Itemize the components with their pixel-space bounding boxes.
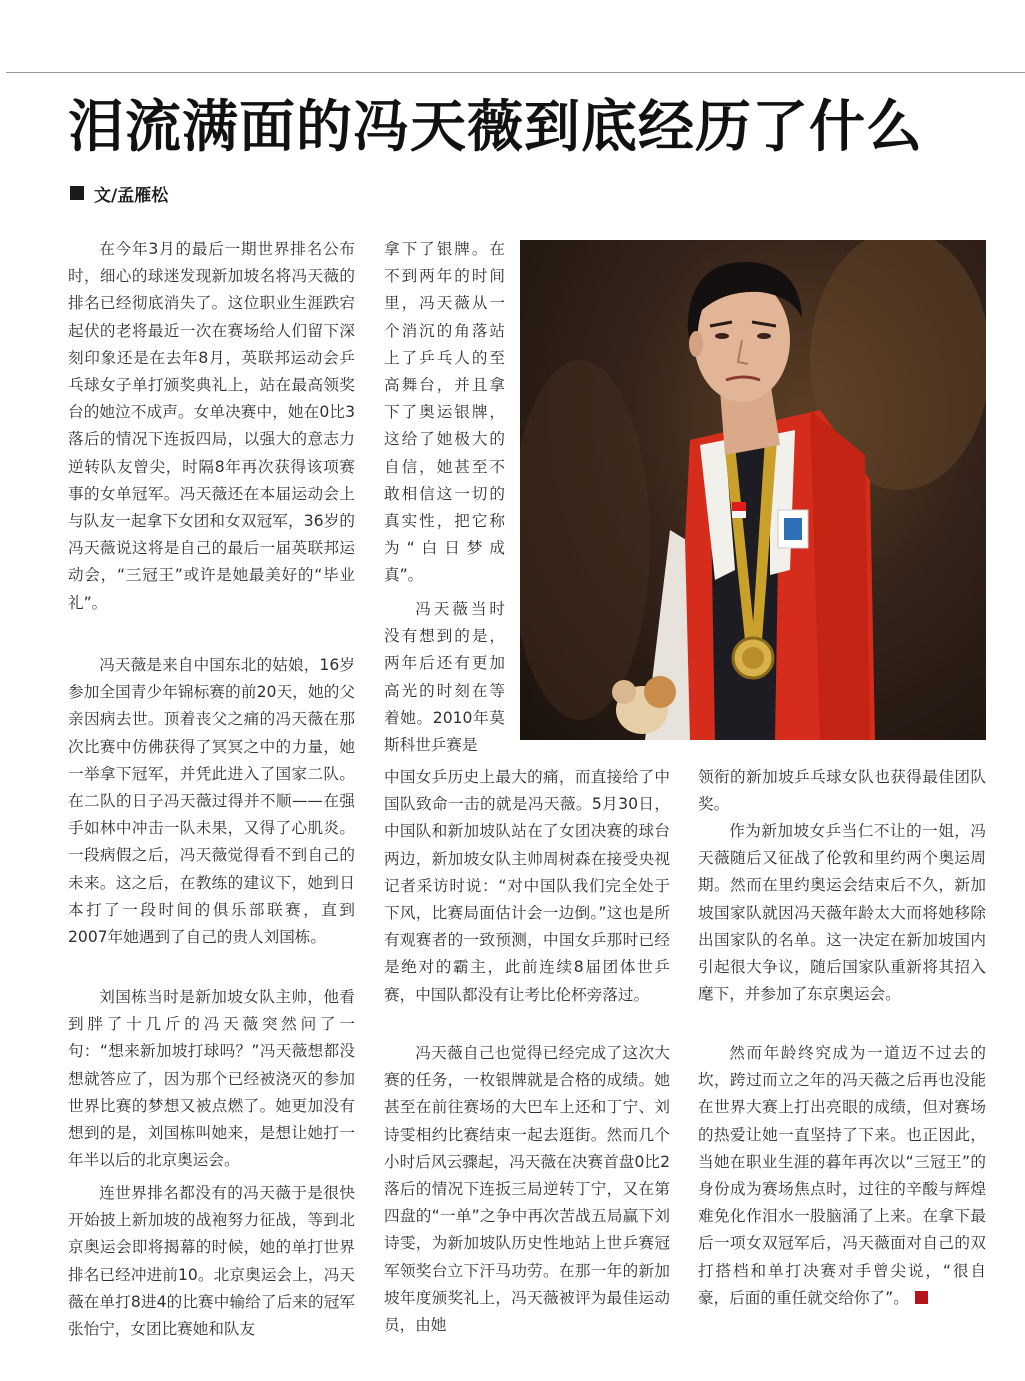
col2-paragraph-3: 中国女乒历史上最大的痛，而直接给了中国队致命一击的就是冯天薇。5月30日，中国队和新加坡队站在了女团决赛的球台两边，新加坡女队主帅周树森在接受央视记者采访时说：“对中国队我们完全处于下风，比赛局面估计会一边倒。”这也是所有观赛者的一致预测，中国女乒那时已经是绝对的霸主，此前连续8届团体世乒赛，中国队都没有让考比伦杯旁落过。 [384, 768, 670, 1004]
col3-paragraph-2: 作为新加坡女乒当仁不让的一姐，冯天薇随后又征战了伦敦和里约两个奥运周期。然而在里约奥运会结束后不久，新加坡国家队就因冯天薇年龄太大而将她移除出国家队的名单。这一决定在新加坡国内引起很大争议，随后国家队重新将其招入麾下，并参加了东京奥运会。 [698, 822, 986, 1004]
byline [70, 180, 168, 206]
top-divider [6, 72, 1025, 73]
col1-paragraph-4: 连世界排名都没有的冯天薇于是很快开始披上新加坡的战袍努力征战，等到北京奥运会即将揭幕的时候，她的单打世界排名已经冲进前10。北京奥运会上，冯天薇在单打8进4的比赛中输给了后来的冠军张怡宁，女团比赛她和队友 [68, 1184, 355, 1339]
col2-paragraph-4: 冯天薇自己也觉得已经完成了这次大赛的任务，一枚银牌就是合格的成绩。她甚至在前往赛场的大巴车上还和丁宁、刘诗雯相约比赛结束一起去逛街。然而几个小时后风云骤起，冯天薇在决赛首盘0比2落后的情况下连扳三局逆转丁宁，又在第四盘的“一单”之争中再次苦战五局赢下刘诗雯，为新加坡队历史性地站上世乒赛冠军领奖台立下汗马功劳。在那一年的新加坡年度颁奖礼上，冯天薇被评为最佳运动员，由她 [384, 1044, 670, 1335]
col1-paragraph-1: 在今年3月的最后一期世界排名公布时，细心的球迷发现新加坡名将冯天薇的排名已经彻底消失了。这位职业生涯跌宕起伏的老将最近一次在赛场给人们留下深刻印象还是在去年8月，英联邦运动会乒乓球女子单打颁奖典礼上，站在最高领奖台的她泣不成声。女单决赛中，她在0比3落后的情况下连扳四局，以强大的意志力逆转队友曾尖，时隔8年再次获得该项赛事的女单冠军。冯天薇还在本届运动会上与队友一起拿下女团和女双冠军，36岁的冯天薇说这将是自己的最后一届英联邦运动会，“三冠王”或许是她最美好的“毕业礼”。 [68, 240, 355, 612]
athlete-photo [520, 240, 986, 740]
col1-paragraph-2: 冯天薇是来自中国东北的姑娘，16岁参加全国青少年锦标赛的前20天，她的父亲因病去世。顶着丧父之痛的冯天薇在那次比赛中仿佛获得了冥冥之中的力量，她一举拿下冠军，并凭此进入了国家二队。在二队的日子冯天薇过得并不顺——在强手如林中冲击一队未果，又得了心肌炎。一段病假之后，冯天薇觉得看不到自己的未来。这之后，在教练的建议下，她到日本打了一段时间的俱乐部联赛，直到2007年她遇到了自己的贵人刘国栋。 [68, 656, 355, 947]
athlete-illustration [520, 240, 986, 740]
col1-paragraph-3: 刘国栋当时是新加坡女队主帅，他看到胖了十几斤的冯天薇突然问了一句：“想来新加坡打球吗？”冯天薇想都没想就答应了，因为那个已经被浇灭的参加世界比赛的梦想又被点燃了。她更加没有想到的是，刘国栋叫她来，是想让她打一年半以后的北京奥运会。 [68, 988, 355, 1170]
col3-paragraph-1: 领衔的新加坡乒乓球女队也获得最佳团队奖。 [698, 768, 986, 814]
byline-square-icon [70, 186, 84, 200]
byline-author: 文/孟雁松 [94, 185, 169, 206]
article-title: 泪流满面的冯天薇到底经历了什么 [68, 95, 923, 160]
article-end-mark [915, 1291, 928, 1304]
col2-paragraph-2: 冯天薇当时没有想到的是，两年后还有更加高光的时刻在等着她。2010年莫斯科世乒赛是 [384, 600, 505, 755]
col3-paragraph-3 [698, 1040, 986, 1312]
col3-paragraph-3-text: 然而年龄终究成为一道迈不过去的坎，跨过而立之年的冯天薇之后再也没能在世界大赛上打出亮眼的成绩，但对赛场的热爱让她一直坚持了下来。也正因此，当她在职业生涯的暮年再次以“三冠王”的身份成为赛场焦点时，过往的辛酸与辉煌难免化作泪水一股脑涌了上来。在拿下最后一项女双冠军后，冯天薇面对自己的双打搭档和单打决赛对手曾尖说，“很自豪，后面的重任就交给你了”。 [698, 1044, 986, 1307]
col2-paragraph-1: 拿下了银牌。在不到两年的时间里，冯天薇从一个消沉的角落站上了乒乓人的至高舞台，并且拿下了奥运银牌，这给了她极大的自信，她甚至不敢相信这一切的真实性，把它称为“白日梦成真”。 [384, 240, 505, 585]
